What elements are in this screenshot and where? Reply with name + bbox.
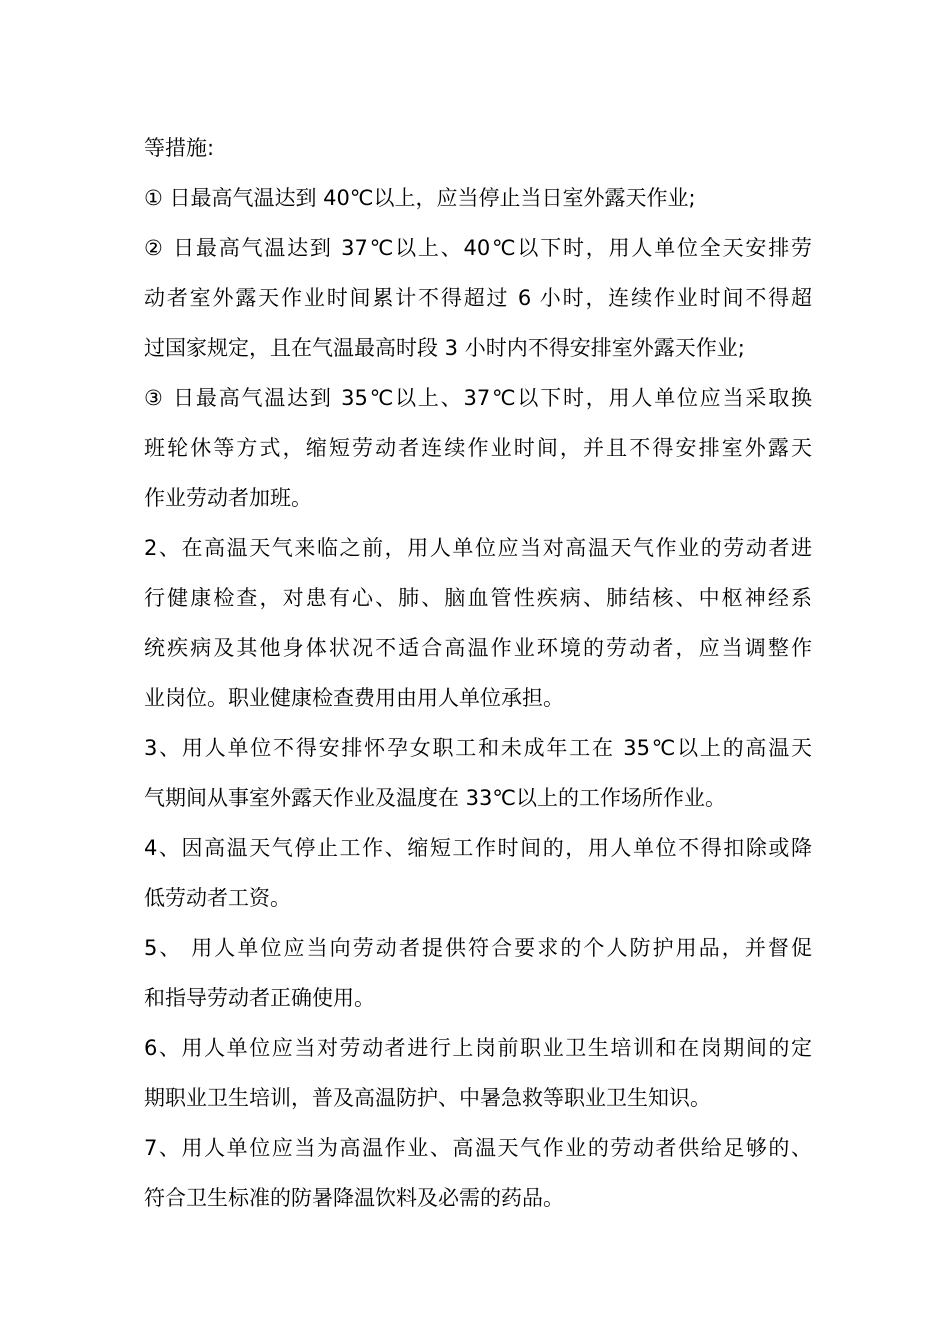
text-line-item-5-a: 5、 用人单位应当向劳动者提供符合要求的个人防护用品，并督促	[144, 936, 812, 960]
text-line-item-7-a: 7、用人单位应当为高温作业、高温天气作业的劳动者供给足够的、	[144, 1136, 812, 1160]
text-line-item-4-a: 4、因高温天气停止工作、缩短工作时间的，用人单位不得扣除或降	[144, 836, 812, 860]
text-line-rule-3-a: ③ 日最高气温达到 35℃以上、37℃以下时，用人单位应当采取换	[144, 386, 812, 410]
text-line-item-7-b: 符合卫生标准的防暑降温饮料及必需的药品。	[144, 1186, 564, 1210]
text-line-item-2-d: 业岗位。职业健康检查费用由用人单位承担。	[144, 686, 564, 710]
text-line-measures-intro: 等措施:	[144, 136, 215, 160]
text-line-item-2-b: 行健康检查，对患有心、肺、脑血管性疾病、肺结核、中枢神经系	[144, 586, 812, 610]
text-line-item-2-c: 统疾病及其他身体状况不适合高温作业环境的劳动者，应当调整作	[144, 636, 812, 660]
text-line-item-5-b: 和指导劳动者正确使用。	[144, 986, 375, 1010]
text-line-item-3-b: 气期间从事室外露天作业及温度在 33℃以上的工作场所作业。	[144, 786, 726, 810]
text-line-rule-2-b: 动者室外露天作业时间累计不得超过 6 小时，连续作业时间不得超	[144, 286, 812, 310]
text-line-item-4-b: 低劳动者工资。	[144, 886, 291, 910]
text-line-rule-2-a: ② 日最高气温达到 37℃以上、40℃以下时，用人单位全天安排劳	[144, 236, 812, 260]
text-line-rule-1: ① 日最高气温达到 40℃以上，应当停止当日室外露天作业;	[144, 186, 696, 210]
text-line-rule-2-c: 过国家规定，且在气温最高时段 3 小时内不得安排室外露天作业;	[144, 336, 745, 360]
text-line-rule-3-b: 班轮休等方式，缩短劳动者连续作业时间，并且不得安排室外露天	[144, 436, 812, 460]
text-line-item-3-a: 3、用人单位不得安排怀孕女职工和未成年工在 35℃以上的高温天	[144, 736, 812, 760]
text-line-item-2-a: 2、在高温天气来临之前，用人单位应当对高温天气作业的劳动者进	[144, 536, 812, 560]
text-line-rule-3-c: 作业劳动者加班。	[144, 486, 312, 510]
text-line-item-6-a: 6、用人单位应当对劳动者进行上岗前职业卫生培训和在岗期间的定	[144, 1036, 812, 1060]
text-line-item-6-b: 期职业卫生培训，普及高温防护、中暑急救等职业卫生知识。	[144, 1086, 711, 1110]
